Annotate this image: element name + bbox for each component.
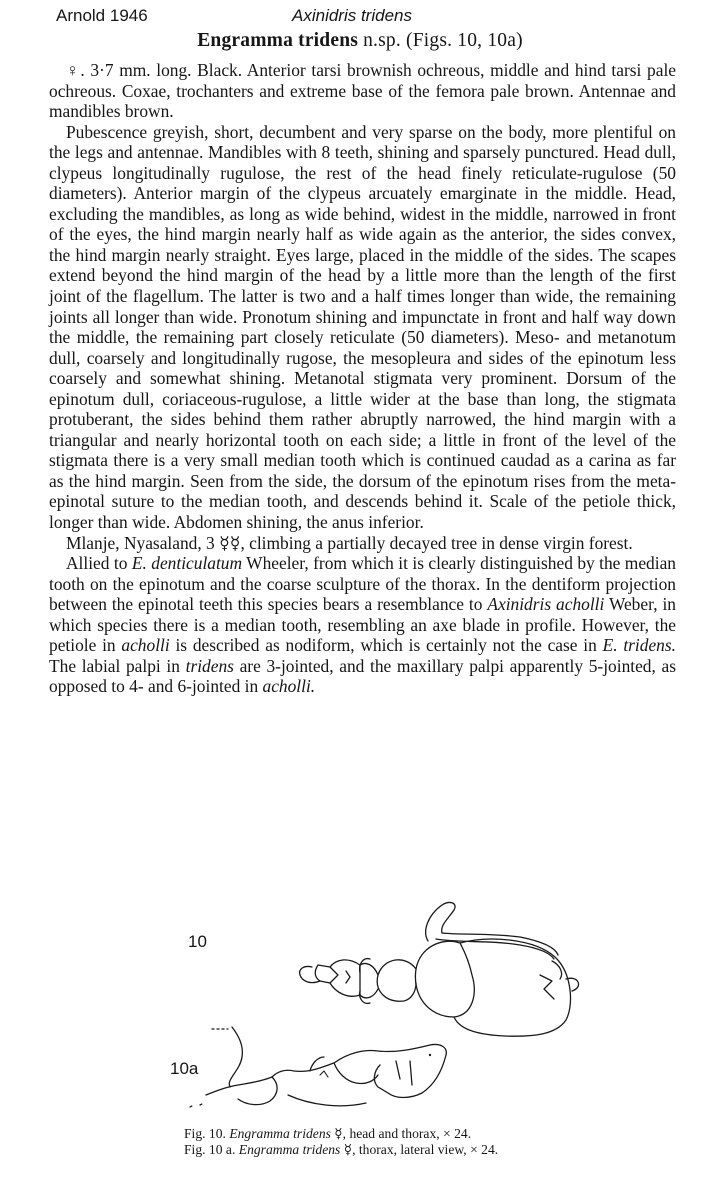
running-header [0, 6, 720, 28]
figure-caption [184, 1126, 624, 1142]
taxon-name: E. denticulatum [131, 553, 243, 574]
caption-figure-number: Fig. 10 a. [184, 1142, 239, 1157]
description-paragraph [49, 122, 676, 533]
paragraph-text: are 3-jointed, and the maxillary palpi apparently 5-jointed, as opposed to 4- and 6-jointed in [49, 655, 676, 697]
paragraph-text: Weber, in which species there is a median tooth, resembling an axe blade in profile. However, the petiole in [49, 594, 676, 656]
figure-caption [184, 1142, 624, 1158]
taxon-name: acholli [121, 635, 170, 656]
figure-reference: (Figs. 10, 10a) [406, 30, 523, 51]
description-paragraph [49, 60, 676, 122]
description-paragraph [49, 533, 676, 554]
specimen-drawing [160, 895, 630, 1125]
paragraph-text: Wheeler, from which it is clearly distinguished by the median tooth on the epinotum and the coarse sculpture of the thorax. In the dentiform projection between the epinotal teeth this species bears a resemblance to [49, 553, 676, 615]
description-body [49, 60, 676, 697]
paragraph-text: Pubescence greyish, short, decumbent and very sparse on the body, more plentiful on the legs and antennae. Mandibles with 8 teeth, shining and sparsely punctured. Head dull, clypeus longitudinally rugulose, the rest of the head finely reticulate-rugulose (50 diameters). Anterior margin of the clypeus arcuately emarginate in the middle. Head, excluding the mandibles, as long as wide behind, widest in the middle, narrowed in front of the eyes, the hind margin nearly half as wide again as the anterior, the sides convex, the hind margin nearly straight. Eyes large, placed in the middle of the sides. The scapes extend beyond the hind margin of the head by a little more than the length of the first joint of the flagellum. The latter is two and a half times longer than wide, the remaining joints all longer than wide. Pronotum shining and impunctate in front and half way down the middle, the remaining part closely reticulate (50 diameters). Meso- and metanotum dull, coarsely and longitudinally rugose, the mesopleura and sides of the epinotum less coarsely and somewhat shining. Metanotal stigmata very prominent. Dorsum of the epinotum dull, coriaceous-rugulose, a little wider at the base than long, the stigmata protuberant, the sides behind them rather abruptly narrowed, the hind margin with a triangular and nearly horizontal tooth on each side; a little in front of the level of the stigmata there is a very small median tooth which is continued caudad as a carina as far as the hind margin. Seen from the side, the dorsum of the epinotum rises from the meta-epinotal suture to the median tooth, and descends behind it. Scale of the petiole thick, longer than wide. Abdomen shining, the anus inferior. [49, 121, 676, 533]
description-paragraph [49, 553, 676, 697]
taxon-name: E. tridens. [602, 635, 676, 656]
species-title [0, 30, 720, 52]
dorsal-view-drawing [300, 903, 579, 1037]
species-name: Engramma tridens [197, 30, 359, 51]
paragraph-text: The labial palpi in [49, 655, 186, 676]
figure-captions [184, 1126, 624, 1158]
paragraph-text: Allied to [66, 553, 132, 574]
caption-species: Engramma tridens [229, 1126, 331, 1141]
species-header: Axinidris tridens [292, 6, 412, 25]
figure-label-10a: 10a [170, 1059, 199, 1078]
caption-figure-number: Fig. 10. [184, 1126, 230, 1141]
taxon-status: n.sp. [363, 30, 401, 51]
taxon-name: tridens [185, 655, 234, 676]
paragraph-text: Mlanje, Nyasaland, 3 ☿☿, climbing a partially decayed tree in dense virgin forest. [66, 532, 633, 553]
caption-description: ☿, head and thorax, × 24. [330, 1126, 472, 1141]
caption-description: ☿, thorax, lateral view, × 24. [340, 1142, 499, 1157]
figure-label-10: 10 [188, 932, 207, 951]
source-reference: Arnold 1946 [56, 6, 148, 25]
figure-drawings [160, 895, 630, 1125]
lateral-view-drawing [190, 1027, 446, 1107]
taxon-name: acholli. [262, 676, 316, 697]
taxon-name: Axinidris acholli [487, 594, 605, 615]
paragraph-text: ♀. 3·7 mm. long. Black. Anterior tarsi brownish ochreous, middle and hind tarsi pale ochreous. Coxae, trochanters and extreme base of the femora pale brown. Antennae and mandibles brown. [49, 60, 676, 122]
paragraph-text: is described as nodiform, which is certainly not the case in [169, 635, 603, 656]
caption-species: Engramma tridens [238, 1142, 341, 1157]
